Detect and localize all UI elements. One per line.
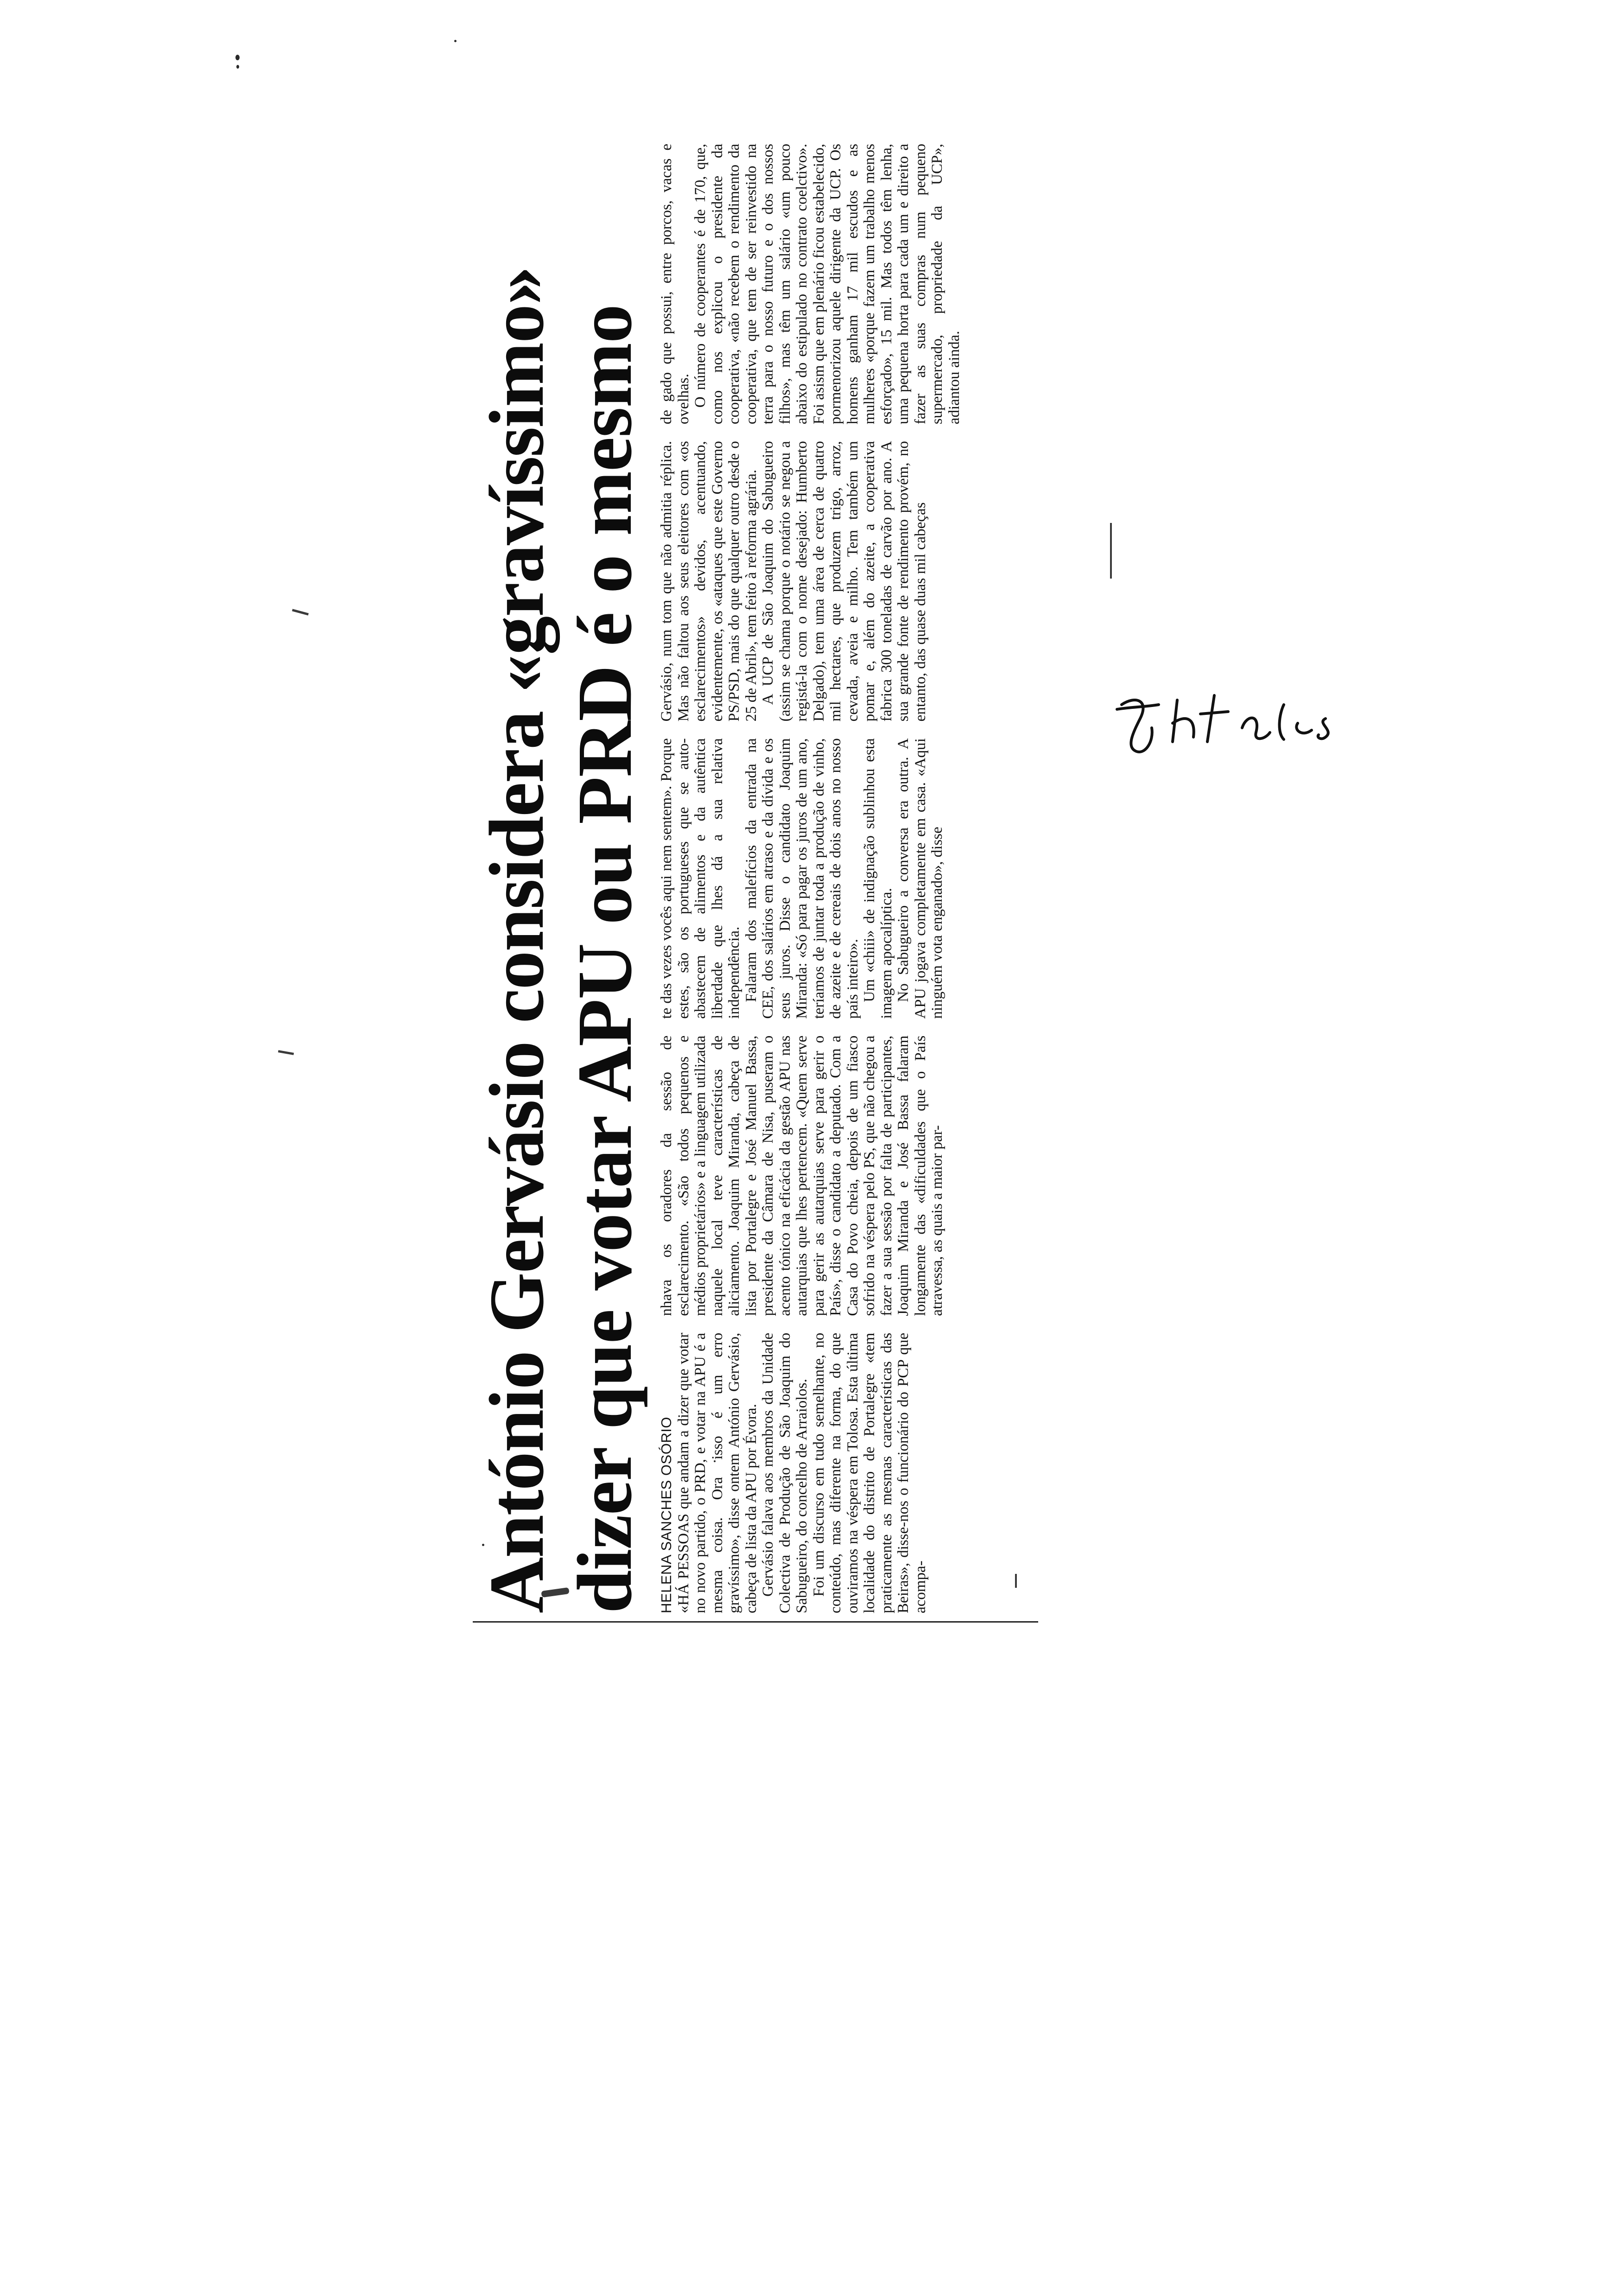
column-rule (473, 1621, 1038, 1623)
article-paragraph: Gervásio, num tom que não admitia réplica. Mas não faltou aos seus eleitores com «os esclarecimentos» devidos, acentuando, evidentemente, os «ataques que este Governo PS/PSD, mais do que qualquer outro desde o 25 de Abril», tem feito à reforma agrária. (658, 441, 760, 722)
scan-speck (235, 55, 240, 60)
article-paragraph: te das vezes vocês aqui nem sentem». Porque estes, são os portugueses que se auto-abastecem de alimentos e da autêntica liberdade que lhes dá a sua relativa independência. (658, 738, 742, 1019)
article-paragraph: de gado que possui, entre porcos, vacas e ovelhas. (658, 143, 692, 425)
article-body (658, 144, 1034, 1613)
headline-line-2: dizer que votar APU ou PRD é o mesmo (562, 305, 648, 1613)
headline-line-1: António Gervásio considera «gravíssimo» (474, 267, 560, 1613)
newspaper-clipping (473, 134, 1038, 1623)
scan-speck (454, 40, 457, 42)
article-paragraph: Um «chiii» de indignação sublinhou esta imagem apocalíptica. (861, 738, 895, 1019)
article-paragraph: A UCP de São Joaquim do Sabugueiro (assim se chama porque o notário se negou a registá-la com o nome desejado: Humberto Delgado), tem uma área de cerca de quatro mil hectares, que produzem trigo, arroz, cevada, aveia e milho. Tem também um pomar e, além do azeite, a cooperativa fabrica 300 toneladas de carvão por ano. A sua grande fonte de rendimento provém, no entanto, das quase duas mil cabeças (760, 441, 929, 722)
article-paragraph: Gervásio falava aos membros da Unidade Colectiva de Produção de São Joaquim do Sabugueiro, do concelho de Arraiolos. (760, 1332, 810, 1613)
byline: HELENA SANCHES OSÓRIO (658, 1417, 674, 1613)
article-headline (473, 144, 649, 1613)
article-paragraph: «HÁ PESSOAS que andam a dizer que votar no novo partido, o PRD, e votar na APU é a mesma coisa. Ora isso é um erro gravíssimo», disse ontem António Gervásio, cabeça de lista da APU por Évora. (675, 1332, 760, 1613)
article-paragraph: No Sabugueiro a conversa era outra. A APU jogava completamente em casa. «Aqui ninguém vota enganado», disse (895, 738, 945, 1019)
handwritten-annotation (1108, 686, 1349, 760)
scan-mark (278, 1050, 294, 1055)
scan-mark (292, 609, 309, 615)
article-column-5 (658, 144, 1034, 424)
article-paragraph: Falaram dos malefícios da entrada na CEE, dos salários em atraso e da dívida e os seus juros. Disse o candidato Joaquim Miranda: «Só para pagar os juros de um ano, teríamos de juntar toda a produção de vinho, de azeite e de cereais de dois anos no nosso país inteiro». (742, 738, 861, 1019)
article-column-4 (658, 441, 1034, 721)
article-column-2 (658, 1036, 1034, 1316)
article-column-1 (658, 1333, 1034, 1613)
article-paragraph: O número de cooperantes é de 170, que, como nos explicou o presidente da cooperativa, «não recebem o rendimento da cooperativa, que tem de ser reinvestido na terra para o nosso futuro e o dos nossos filhos», mas têm um salário «um pouco abaixo do estipulado no contrato coelctivo». Foi asism que em plenário ficou estabelecido, pormenorizou aquele dirigente da UCP. Os homens ganham 17 mil escudos e as mulheres «porque fazem um trabalho menos esforçado», 15 mil. Mas todos têm lenha, uma pequena horta para cada um e direito a fazer as suas compras num pequeno supermercado, propriedade da UCP», adiantou ainda. (692, 143, 963, 425)
article-paragraph: Foi um discurso em tudo semelhante, no conteúdo, mas diferente na forma, do que ouviramos na véspera em Tolosa. Esta última localidade do distrito de Portalegre «tem praticamente as mesmas características das Beiras», disse-nos o funcionário do PCP que acompa- (810, 1332, 929, 1613)
scan-mark (1110, 523, 1112, 579)
article-column-3 (658, 738, 1034, 1019)
lead-in: «HÁ PESSOAS (675, 1513, 692, 1613)
article-paragraph: nhava os oradores da sessão de esclarecimento. «São todos pequenos e médios proprietários» e a linguagem utilizada naquele local teve características de aliciamento. Joaquim Miranda, cabeça de lista por Portalegre e José Manuel Bassa, presidente da Câmara de Nisa, puseram o acento tónico na eficácia da gestão APU nas autarquias que lhes pertencem. «Quem serve para gerir as autarquias serve para gerir o País», disse o candidato a deputado. Com a Casa do Povo cheia, depois de um fiasco sofrido na véspera pelo PS, que não chegou a fazer a sua sessão por falta de participantes, Joaquim Miranda e José Bassa falaram longamente das «dificuldades que o País atravessa, as quais a maior par- (658, 1035, 945, 1316)
scan-speck (236, 65, 239, 69)
